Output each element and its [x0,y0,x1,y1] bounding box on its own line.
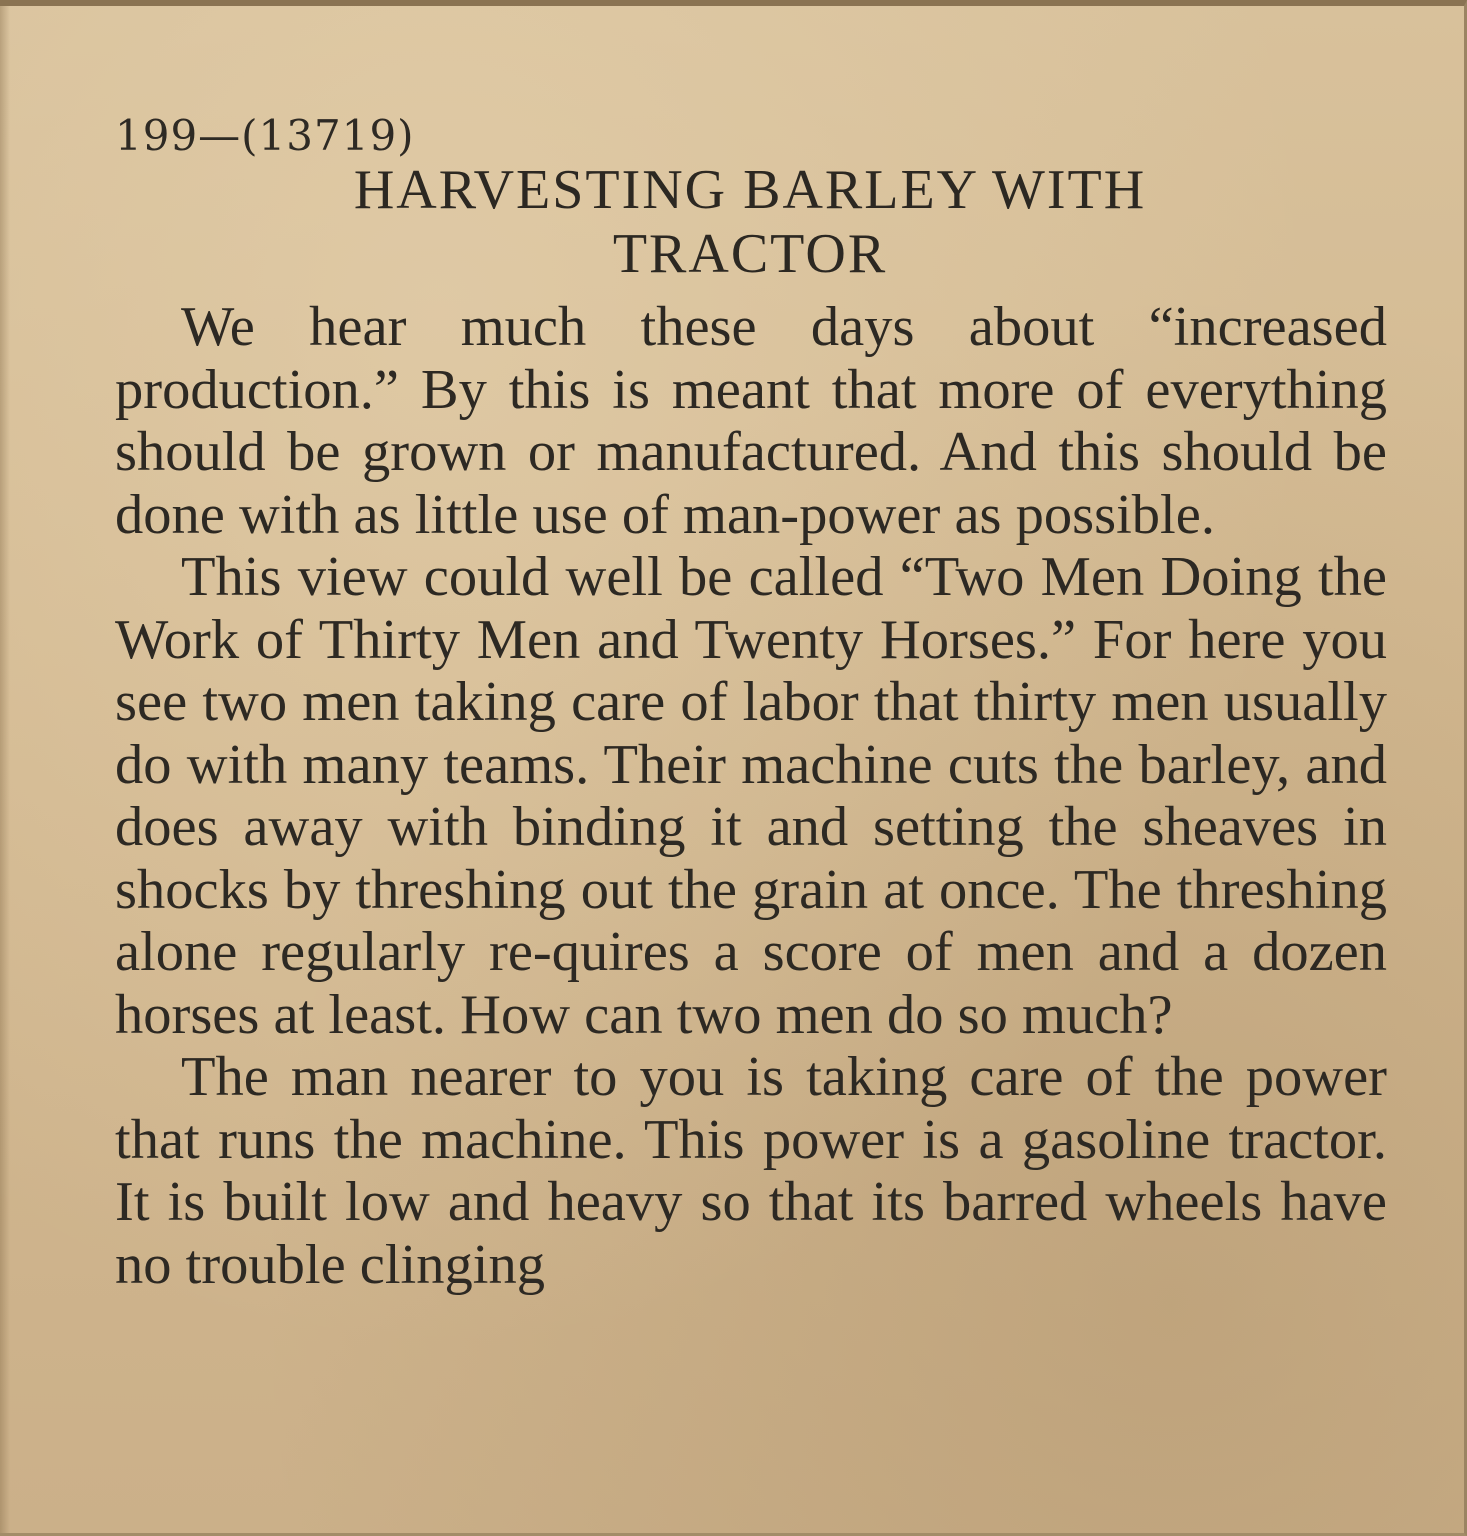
card-title-line-1: HARVESTING BARLEY WITH [353,159,1147,221]
card-title [115,158,1385,286]
body-paragraph-1: We hear much these days about “increased production.” By this is meant that more of everything should be grown or manufactured. And this should be done with as little use of man-power as possible. [115,296,1387,546]
card-edge-shadow [0,6,10,1533]
card-body-text [115,296,1387,1296]
body-paragraph-3: The man nearer to you is taking care of the power that runs the machine. This power is a gasoline tractor. It is built low and heavy so that its barred wheels have no trouble clinging [115,1046,1387,1296]
card-number: 199—(13719) [115,111,415,160]
card-title-line-2: TRACTOR [612,223,888,285]
body-paragraph-2: This view could well be called “Two Men Doing the Work of Thirty Men and Twenty Horses.” For here you see two men taking care of labor that thirty men usually do with many teams. Their machine cuts the barley, and does away with binding it and setting the sheaves in shocks by threshing out the grain at once. The threshing alone regularly re-quires a score of men and a dozen horses at least. How can two men do so much? [115,546,1387,1046]
